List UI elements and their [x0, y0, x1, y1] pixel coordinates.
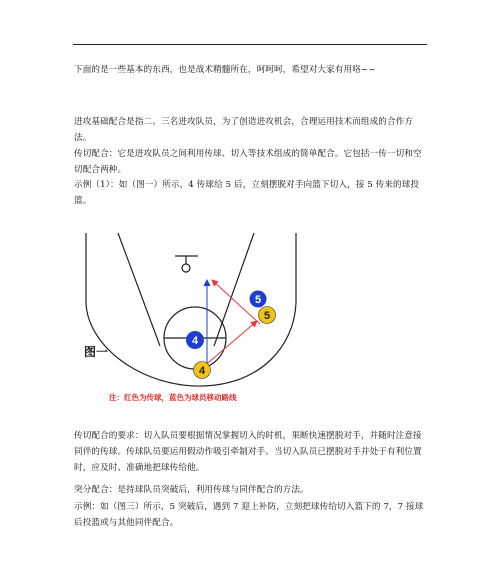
- svg-text:4: 4: [198, 365, 206, 377]
- pass-arrow-4-to-5: [202, 321, 257, 368]
- court-diagram: [74, 228, 304, 408]
- paragraph-example-1: 示例（1）：如（图一）所示，4 传球给 5 后，立刻摆脱对手向篮下切入，接 5 传来的球投篮。: [74, 180, 420, 206]
- lane-line-left: [118, 233, 160, 346]
- player-4-yellow: [194, 362, 211, 379]
- paragraph-breakthrough: 突分配合：是持球队员突破后，利用传球与同伴配合的方法。: [74, 485, 309, 495]
- figure-label: 图一: [84, 345, 109, 359]
- paragraph-give-and-go: 传切配合：它是进攻队员之间利用传球、切入等技术组成的简单配合。它包括一传一切和空切配合两种。: [74, 149, 422, 175]
- player-5-yellow: [259, 307, 276, 324]
- svg-text:5: 5: [263, 310, 271, 322]
- player-5-blue: [250, 291, 267, 308]
- paragraph-example-2: 示例：如（图三）所示，5 突破后，遇到 7 迎上补防，立刻把球传给切入篮下的 7，7 接球后投篮或与其他同伴配合。: [74, 502, 424, 528]
- paragraph-requirements: 传切配合的要求：切入队员要根据情况掌握切入的时机，果断快速摆脱对手，并随时注意接同伴的传球。传球队员要运用假动作吸引牵制对手。当切入队员已摆脱对手并处于有利位置时，应及时、准确地把球传给他。: [74, 431, 422, 473]
- svg-text:5: 5: [254, 294, 262, 306]
- rim: [182, 264, 190, 272]
- svg-text:4: 4: [191, 335, 199, 347]
- paragraph-intro: 下面的是一些基本的东西，也是战术精髓所在，呵呵呵，希望对大家有用咯~~: [74, 65, 376, 75]
- diagram-note: 注：红色为传球，蓝色为球员移动路线: [109, 393, 237, 402]
- top-rule: [73, 44, 427, 45]
- player-4-blue: [186, 331, 204, 349]
- arrows: [202, 280, 260, 368]
- paragraph-basic-coordination: 进攻基础配合是指二、三名进攻队员，为了创造进攻机会，合理运用技术而组成的合作方法。: [74, 117, 414, 143]
